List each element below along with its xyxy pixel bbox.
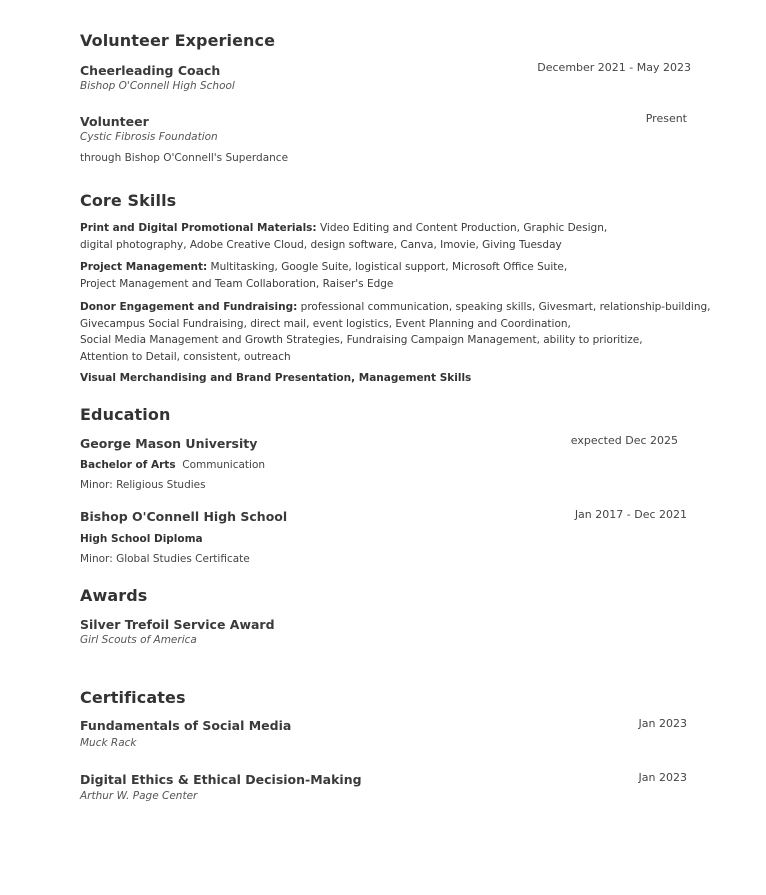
- certificate-entry-1-date: Jan 2023: [638, 717, 687, 730]
- skill-text: Video Editing and Content Production, Graphic Design,: [319, 222, 608, 234]
- awards-heading: Awards: [80, 586, 148, 605]
- education-entry-1-minor: Minor: Religious Studies: [80, 479, 206, 491]
- skill-group-project-management: [80, 259, 720, 292]
- education-heading: Education: [80, 405, 171, 424]
- skill-group-label: Donor Engagement and Fundraising:: [80, 301, 298, 313]
- award-entry-1-title: Silver Trefoil Service Award: [80, 617, 275, 632]
- skill-text: professional communication, speaking skills, Givesmart, relationship-building,: [300, 301, 711, 313]
- education-entry-1-date: expected Dec 2025: [570, 434, 678, 447]
- education-entry-2-school: Bishop O'Connell High School: [80, 509, 288, 524]
- volunteer-entry-1-date: December 2021 - May 2023: [537, 61, 691, 74]
- skill-text: Multitasking, Google Suite, logistical support, Microsoft Office Suite,: [210, 261, 568, 273]
- volunteer-entry-1-org: Bishop O'Connell High School: [80, 80, 235, 92]
- skill-line: [80, 259, 720, 276]
- skill-group-promotional: [80, 220, 720, 253]
- certificates-heading: Certificates: [80, 688, 186, 707]
- skill-group-label: Print and Digital Promotional Materials:: [80, 222, 317, 234]
- skill-line: [80, 299, 720, 316]
- education-entry-1-degree-line: [80, 459, 265, 471]
- skill-extra: Visual Merchandising and Brand Presentation, Management Skills: [80, 372, 472, 384]
- degree-label: Bachelor of Arts: [80, 459, 176, 471]
- volunteer-entry-1-title: Cheerleading Coach: [80, 63, 221, 78]
- certificate-entry-2-org: Arthur W. Page Center: [80, 790, 198, 802]
- education-entry-2-minor: Minor: Global Studies Certificate: [80, 553, 250, 565]
- award-entry-1-org: Girl Scouts of America: [80, 634, 197, 646]
- skill-line: digital photography, Adobe Creative Cloud, design software, Canva, Imovie, Giving Tuesday: [80, 238, 562, 251]
- volunteer-heading: Volunteer Experience: [80, 31, 276, 50]
- skill-group-label: Project Management:: [80, 261, 208, 273]
- certificate-entry-1-org: Muck Rack: [80, 737, 137, 749]
- skill-group-donor-engagement: [80, 299, 720, 365]
- volunteer-entry-2-title: Volunteer: [80, 114, 149, 129]
- volunteer-entry-2-note: through Bishop O'Connell's Superdance: [80, 152, 289, 164]
- certificate-entry-2-date: Jan 2023: [638, 771, 687, 784]
- degree-label: High School Diploma: [80, 533, 203, 545]
- skill-line: Givecampus Social Fundraising, direct mail, event logistics, Event Planning and Coordination,: [80, 317, 571, 330]
- certificate-entry-2-title: Digital Ethics & Ethical Decision-Making: [80, 772, 362, 787]
- skill-line: Attention to Detail, consistent, outreach: [80, 350, 291, 363]
- certificate-entry-1-title: Fundamentals of Social Media: [80, 718, 292, 733]
- skill-line: Social Media Management and Growth Strategies, Fundraising Campaign Management, ability to prioritize,: [80, 334, 643, 346]
- education-entry-2-date: Jan 2017 - Dec 2021: [574, 508, 687, 521]
- volunteer-entry-2-date: Present: [645, 112, 687, 125]
- education-entry-2-degree-line: [80, 533, 203, 545]
- skills-heading: Core Skills: [80, 191, 177, 210]
- education-entry-1-school: George Mason University: [80, 436, 258, 451]
- degree-field: Communication: [182, 459, 266, 471]
- skill-line: [80, 220, 720, 237]
- skill-line: Project Management and Team Collaboration, Raiser's Edge: [80, 277, 394, 290]
- volunteer-entry-2-org: Cystic Fibrosis Foundation: [80, 131, 218, 143]
